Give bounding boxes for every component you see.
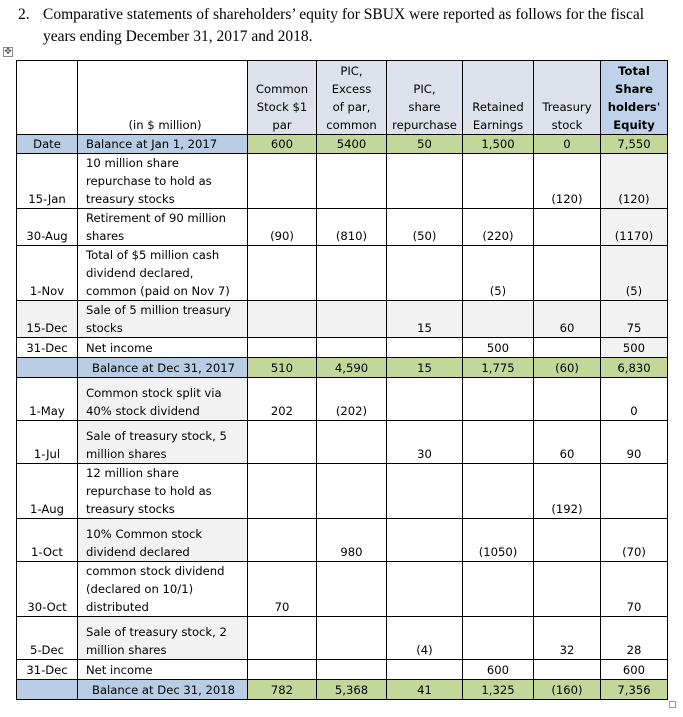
cell-pic-excess <box>317 617 387 660</box>
cell-common <box>248 421 317 464</box>
cell-retained: (1050) <box>463 519 534 562</box>
table-row <box>17 246 668 301</box>
cell-treasury: 60 <box>534 301 601 338</box>
cell-pic-repurchase: (50) <box>387 209 463 246</box>
cell-common <box>248 660 317 680</box>
cell-pic-repurchase: (4) <box>387 617 463 660</box>
table-row <box>17 660 668 680</box>
question-text: Comparative statements of shareholders’ equity for SBUX were reported as follows for the fiscal years ending December 31, 2017 and 2018. <box>43 6 645 45</box>
row-date: 1-Nov <box>17 246 78 301</box>
cell-pic-repurchase <box>387 464 463 519</box>
header-common-stock: Common Stock $1 par <box>248 61 317 135</box>
cell-pic-excess <box>317 246 387 301</box>
cell-pic-excess <box>317 154 387 209</box>
row-description: 10 million share repurchase to hold as treasury stocks <box>78 154 248 209</box>
cell-retained <box>463 617 534 660</box>
question-number: 2. <box>18 6 30 23</box>
cell-common <box>248 154 317 209</box>
row-description: 12 million share repurchase to hold as treasury stocks <box>78 464 248 519</box>
cell-total: (5) <box>601 246 668 301</box>
header-total-equity: Total Share holders' Equity <box>601 61 668 135</box>
cell-retained <box>463 562 534 617</box>
balance-value: (160) <box>534 680 601 700</box>
balance-value: 1,325 <box>463 680 534 700</box>
row-description: Total of $5 million cash dividend declared, common (paid on Nov 7) <box>78 246 248 301</box>
row-date: 30-Oct <box>17 562 78 617</box>
cell-pic-repurchase <box>387 378 463 421</box>
row-description: Retirement of 90 million shares <box>78 209 248 246</box>
balance-value: 7,550 <box>601 135 668 154</box>
table-row <box>17 154 668 209</box>
row-date: 15-Dec <box>17 301 78 338</box>
row-description: common stock dividend (declared on 10/1) distributed <box>78 562 248 617</box>
balance-value: 6,830 <box>601 358 668 378</box>
cell-common <box>248 246 317 301</box>
cell-pic-excess: (810) <box>317 209 387 246</box>
table-row <box>17 464 668 519</box>
row-description: Sale of 5 million treasury stocks <box>78 301 248 338</box>
cell-common: (90) <box>248 209 317 246</box>
cell-treasury <box>534 519 601 562</box>
cell-retained <box>463 301 534 338</box>
header-pic-repurchase: PIC, share repurchase <box>387 61 463 135</box>
cell-retained <box>463 154 534 209</box>
cell-common <box>248 338 317 358</box>
table-header-row <box>17 61 668 135</box>
row-date: 30-Aug <box>17 209 78 246</box>
shareholders-equity-table <box>16 60 668 700</box>
cell-total: 70 <box>601 562 668 617</box>
cell-pic-excess <box>317 562 387 617</box>
cell-treasury <box>534 562 601 617</box>
cell-treasury <box>534 378 601 421</box>
cell-pic-repurchase <box>387 246 463 301</box>
balance-value: 600 <box>248 135 317 154</box>
cell-common: 202 <box>248 378 317 421</box>
balance-value: 782 <box>248 680 317 700</box>
balance-value: 4,590 <box>317 358 387 378</box>
row-date: 15-Jan <box>17 154 78 209</box>
table-row <box>17 338 668 358</box>
balance-value: 1,775 <box>463 358 534 378</box>
opening-balance-row <box>17 135 668 154</box>
balance-2017-row <box>17 358 668 378</box>
cell-pic-repurchase <box>387 660 463 680</box>
row-description: 10% Common stock dividend declared <box>78 519 248 562</box>
date-column-label: Date <box>17 135 78 154</box>
cell-pic-repurchase <box>387 519 463 562</box>
cell-common <box>248 519 317 562</box>
cell-total: 90 <box>601 421 668 464</box>
row-description: Net income <box>78 338 248 358</box>
cell-retained <box>463 378 534 421</box>
balance-value: 0 <box>534 135 601 154</box>
cell-treasury <box>534 246 601 301</box>
cell-total: 28 <box>601 617 668 660</box>
cell-pic-excess <box>317 301 387 338</box>
header-retained-earnings: Retained Earnings <box>463 61 534 135</box>
table-row <box>17 617 668 660</box>
cell-retained: (5) <box>463 246 534 301</box>
cell-total: 75 <box>601 301 668 338</box>
cell-common <box>248 301 317 338</box>
balance-value: 5400 <box>317 135 387 154</box>
table-resize-handle-icon[interactable] <box>669 701 676 708</box>
balance-value: 7,356 <box>601 680 668 700</box>
cell-pic-repurchase: 15 <box>387 301 463 338</box>
row-date: 1-Oct <box>17 519 78 562</box>
balance-label: Balance at Jan 1, 2017 <box>78 135 248 154</box>
row-date: 1-May <box>17 378 78 421</box>
balance-label: Balance at Dec 31, 2018 <box>78 680 248 700</box>
cell-total: 0 <box>601 378 668 421</box>
cell-total <box>601 464 668 519</box>
cell-retained: 500 <box>463 338 534 358</box>
table-row <box>17 421 668 464</box>
cell-pic-excess <box>317 660 387 680</box>
cell-common <box>248 464 317 519</box>
cell-total: 600 <box>601 660 668 680</box>
balance-value: (60) <box>534 358 601 378</box>
cell-retained: 600 <box>463 660 534 680</box>
row-date: 31-Dec <box>17 660 78 680</box>
cell-total: (120) <box>601 154 668 209</box>
cell-pic-excess: 980 <box>317 519 387 562</box>
row-date: 5-Dec <box>17 617 78 660</box>
balance-value: 1,500 <box>463 135 534 154</box>
header-date-blank <box>17 61 78 135</box>
balance-date-blank <box>17 358 78 378</box>
cell-pic-excess <box>317 421 387 464</box>
balance-2018-row <box>17 680 668 700</box>
balance-value: 50 <box>387 135 463 154</box>
cell-treasury <box>534 209 601 246</box>
cell-total: (70) <box>601 519 668 562</box>
cell-retained <box>463 421 534 464</box>
cell-treasury: (192) <box>534 464 601 519</box>
header-unit-label: (in $ million) <box>78 61 248 135</box>
table-row <box>17 209 668 246</box>
question-text-block <box>18 4 658 48</box>
cell-treasury <box>534 338 601 358</box>
cell-pic-repurchase <box>387 562 463 617</box>
row-description: Sale of treasury stock, 2 million shares <box>78 617 248 660</box>
cell-treasury <box>534 660 601 680</box>
cell-pic-excess: (202) <box>317 378 387 421</box>
cell-pic-excess <box>317 464 387 519</box>
cell-pic-repurchase <box>387 338 463 358</box>
row-date: 31-Dec <box>17 338 78 358</box>
table-move-handle-icon[interactable]: ✥ <box>4 47 12 57</box>
cell-pic-repurchase: 30 <box>387 421 463 464</box>
balance-date-blank <box>17 680 78 700</box>
table-row <box>17 519 668 562</box>
header-treasury-stock: Treasury stock <box>534 61 601 135</box>
row-description: Sale of treasury stock, 5 million shares <box>78 421 248 464</box>
balance-value: 5,368 <box>317 680 387 700</box>
header-pic-excess: PIC, Excess of par, common <box>317 61 387 135</box>
cell-total: 500 <box>601 338 668 358</box>
cell-retained <box>463 464 534 519</box>
cell-treasury: 60 <box>534 421 601 464</box>
table-row <box>17 378 668 421</box>
table-row <box>17 562 668 617</box>
cell-treasury: 32 <box>534 617 601 660</box>
cell-total: (1170) <box>601 209 668 246</box>
cell-common: 70 <box>248 562 317 617</box>
cell-common <box>248 617 317 660</box>
balance-value: 15 <box>387 358 463 378</box>
row-description: Common stock split via 40% stock dividend <box>78 378 248 421</box>
row-date: 1-Aug <box>17 464 78 519</box>
cell-treasury: (120) <box>534 154 601 209</box>
row-description: Net income <box>78 660 248 680</box>
balance-value: 41 <box>387 680 463 700</box>
cell-retained: (220) <box>463 209 534 246</box>
balance-label: Balance at Dec 31, 2017 <box>78 358 248 378</box>
row-date: 1-Jul <box>17 421 78 464</box>
cell-pic-repurchase <box>387 154 463 209</box>
balance-value: 510 <box>248 358 317 378</box>
table-row <box>17 301 668 338</box>
cell-pic-excess <box>317 338 387 358</box>
